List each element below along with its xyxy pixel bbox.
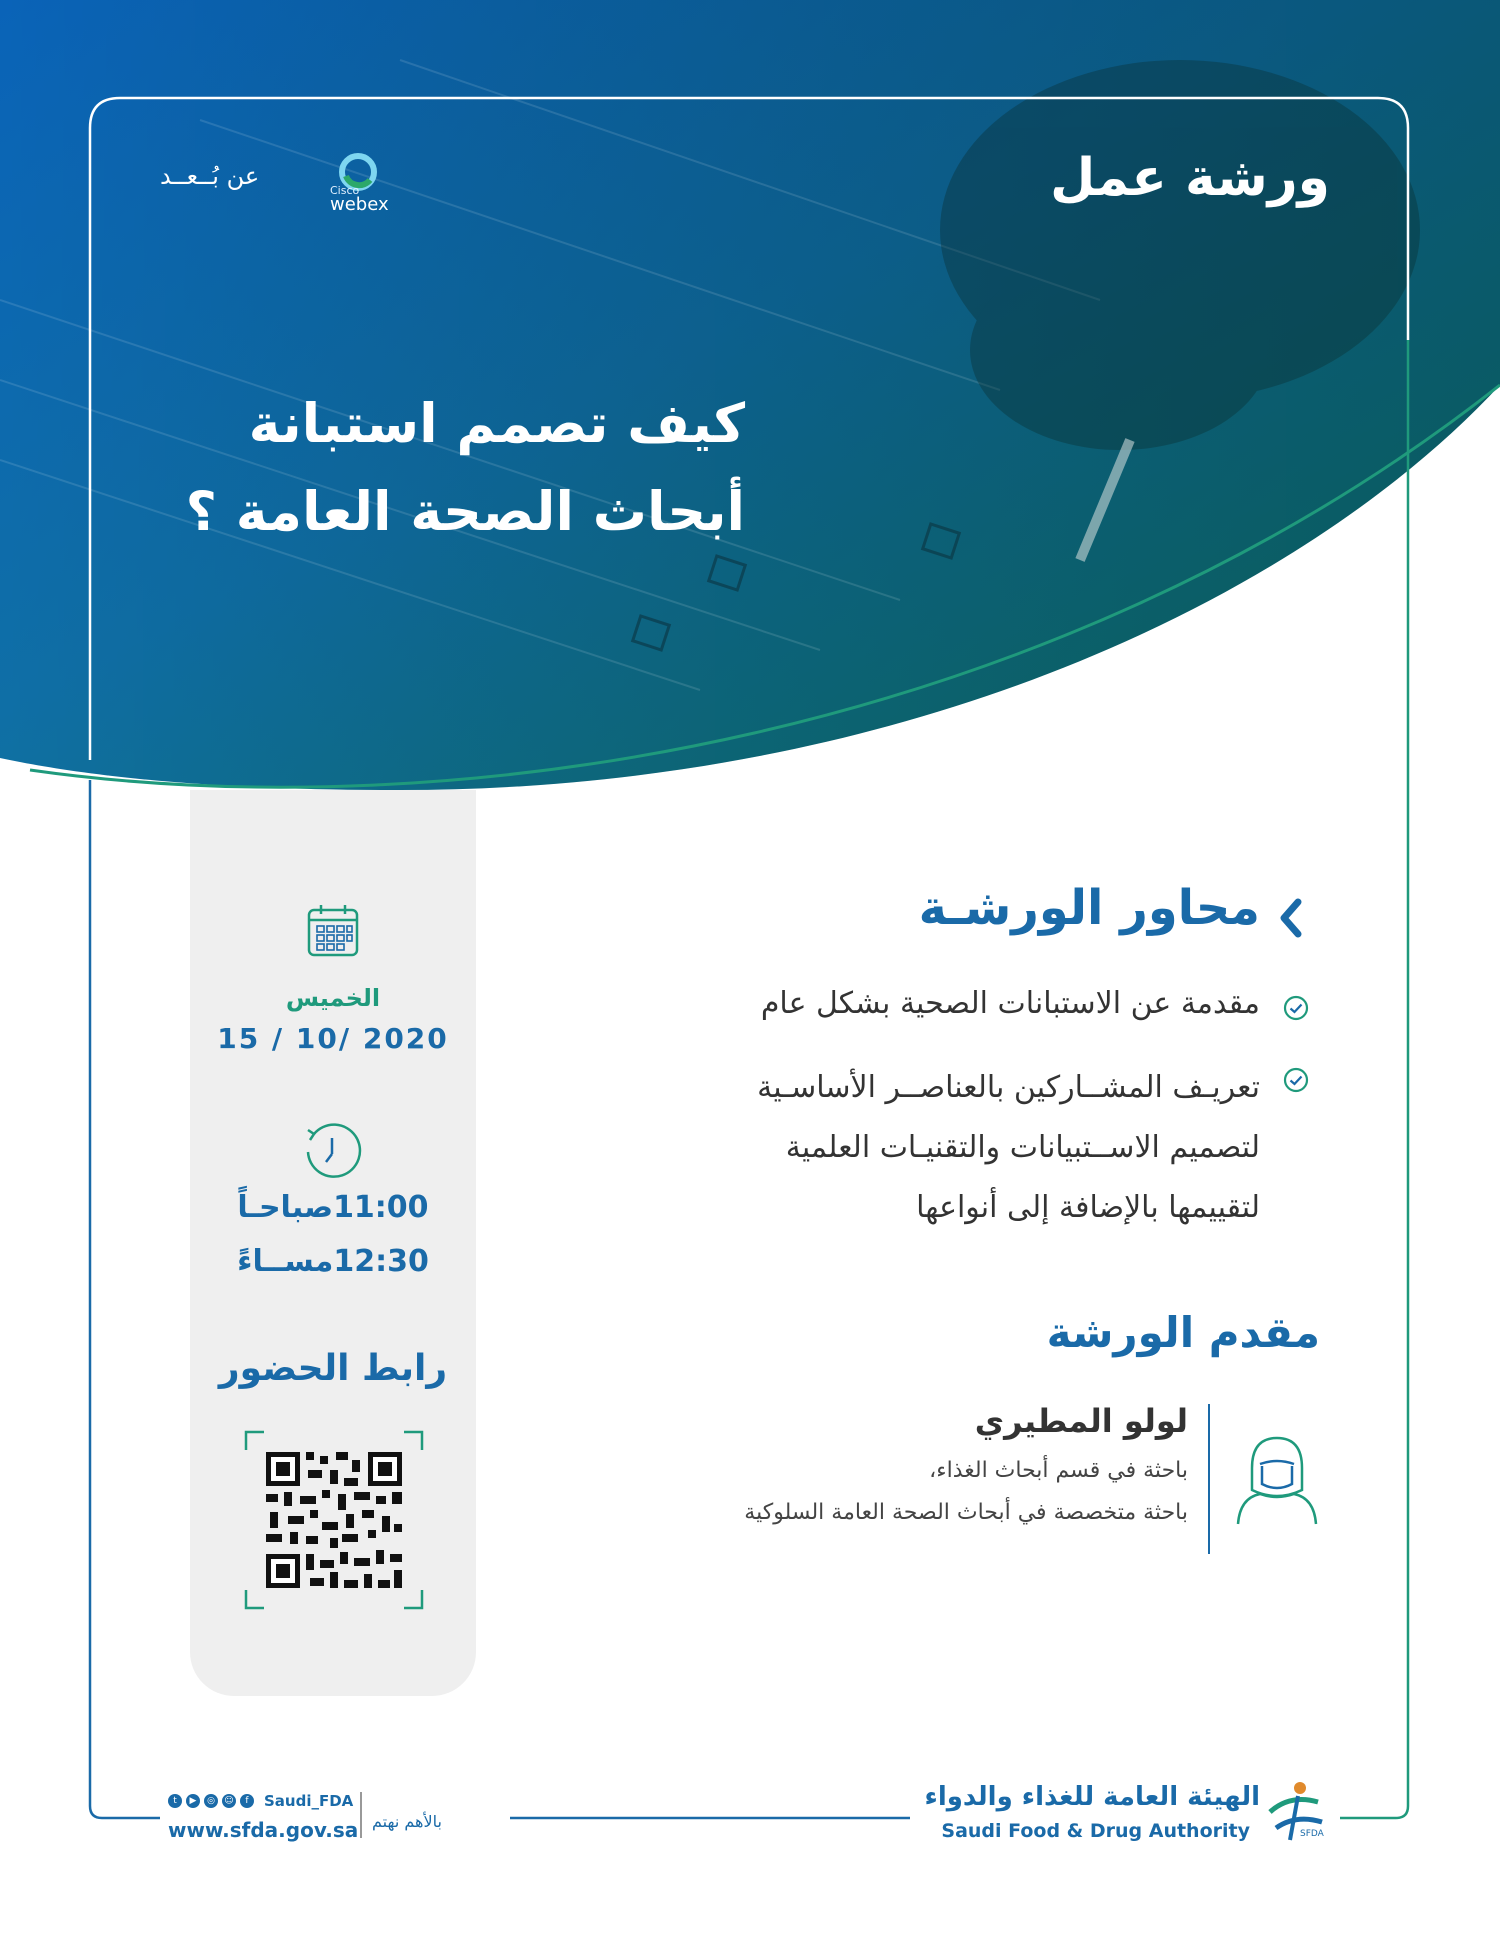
facebook-icon[interactable]: f [240,1794,254,1808]
youtube-icon[interactable]: ▶ [186,1794,200,1808]
topic-item: مقدمة عن الاستبانات الصحية بشكل عام [760,986,1260,1021]
clock-icon [300,1120,364,1184]
event-date: 15 / 10/ 2020 [217,1022,449,1055]
end-time: 12:30مســاءً [237,1244,429,1279]
check-circle-icon [1282,1066,1310,1094]
attendance-qr-code[interactable] [244,1430,424,1610]
event-day: الخميس [285,984,381,1012]
presenter-heading: مقدم الورشة [1046,1308,1320,1357]
workshop-label: ورشة عمل [1050,148,1330,208]
sfda-logo [1260,1776,1330,1846]
start-time: 11:00صباحـاً [237,1190,429,1225]
sfda-name-arabic: الهيئة العامة للغذاء والدواء [924,1782,1260,1812]
title-line-2: أبحاث الصحة العامة ؟ [185,480,745,543]
snapchat-icon[interactable]: ☺ [222,1794,236,1808]
presenter-divider [1208,1404,1210,1554]
webex-name: webex [330,194,389,215]
slogan: بالأهم نهتم [372,1812,442,1831]
sfda-logo-text: SFDA [1300,1829,1324,1839]
title-line-1: كيف تصمم استبانة [248,392,745,455]
social-links [168,1790,353,1812]
instagram-icon[interactable]: ◎ [204,1794,218,1808]
page-title [186,380,745,556]
social-handle: Saudi_FDA [264,1792,354,1810]
footer-divider [360,1792,362,1838]
calendar-icon [306,902,360,958]
chevron-left-icon [1276,896,1306,940]
check-circle-icon [1282,994,1310,1022]
attendance-link-label: رابط الحضور [218,1348,448,1389]
webex-brand: Cisco [330,184,360,197]
presenter-role: باحثة متخصصة في أبحاث الصحة العامة السلوكية [744,1500,1188,1525]
twitter-icon[interactable]: t [168,1794,182,1808]
topic-item: تعريـف المشــاركين بالعناصــر الأساسـية لتصميم الاســتبيانات والتقنيـات العلمية لتقييمها بالإضافة إلى أنواعها [757,1070,1260,1225]
remote-label: عن بُــعــد [160,162,260,190]
sfda-name-english: Saudi Food & Drug Authority [941,1820,1250,1842]
presenter-avatar-icon [1232,1428,1322,1528]
topics-heading: محاور الورشـة [918,880,1260,936]
webex-logo [322,150,402,214]
website-link[interactable]: www.sfda.gov.sa [168,1818,359,1842]
presenter-name: لولو المطيري [974,1402,1188,1440]
presenter-role: باحثة في قسم أبحاث الغذاء، [929,1458,1188,1483]
